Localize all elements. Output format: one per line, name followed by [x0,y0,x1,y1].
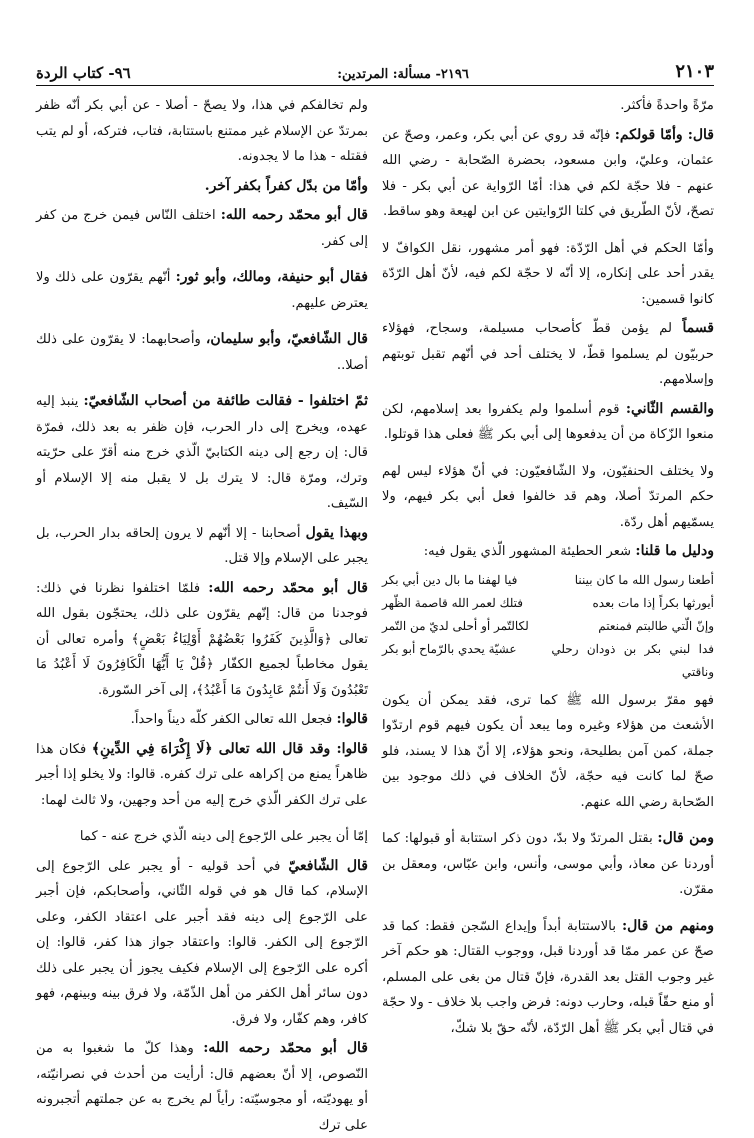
verse-second-hemistich: عشيّة يحدي بالرّماح أبو بكر [382,641,517,656]
paragraph-lead: قال أبو محمّد رحمه الله: [203,1040,368,1056]
paragraph-lead: ومنهم من قال: [621,917,714,934]
paragraph [36,203,368,254]
paragraph [382,688,714,816]
paragraph-lead: قال الشّافعيّ، وأبو سليمان، [205,331,369,347]
left-column [36,93,369,1133]
paragraph-gap [36,258,368,265]
paragraph [382,236,714,313]
paragraph-text: ولا يختلف الحنفيّون، ولا الشّافعيّون: في أنّ هؤلاء ليس لهم حكم المرتدّ أصلا، وهم قد خالفوا فعل أبي بكر فيهم، ولا يسمّيهم أهل ردّة. [382,463,714,530]
paragraph-lead: قسماً [682,320,714,336]
verse-first-hemistich: فدا لبني بكر بن ذودان رحلي وناقتي [551,641,714,679]
paragraph-gap [36,817,368,824]
paragraph [36,824,368,850]
paragraph-lead: قالوا: [336,711,368,727]
paragraph [382,316,714,393]
verse-second-hemistich: لكالتّمر أو أحلى لديّ من التّمر [382,618,529,633]
verse-line [382,592,714,615]
paragraph-lead: والقسم الثّاني: [625,400,715,417]
paragraph-gap [36,382,368,389]
verse-line [382,638,714,684]
paragraph [36,854,368,1033]
paragraph [36,265,368,316]
paragraph-lead: ودليل ما قلنا: [635,543,714,559]
page-number: ٢١٠٣ [675,61,714,82]
paragraph-lead: قالوا: وقد قال الله تعالى ﴿لَا إِكْرَاهَ فِي الدِّينِ﴾ [91,740,368,757]
paragraph-text: وأصحابهما: لا يقرّون على ذلك أصلا.. [36,332,368,373]
paragraph [382,397,714,448]
verse-first-hemistich: أطعنا رسول الله ما كان بيننا [574,572,714,587]
header-divider [36,85,714,86]
verse-first-hemistich: وإنّ الّتي طالبتم فمنعتم [598,618,714,633]
paragraph [36,93,368,170]
paragraph [382,123,714,225]
page-header [36,56,714,82]
poem-verses [382,569,714,684]
paragraph-lead: قال أبو محمّد رحمه الله: [220,207,368,223]
verse-first-hemistich: أيورثها بكراً إذا مات بعده [592,595,714,610]
paragraph [382,93,714,119]
paragraph [382,539,714,565]
paragraph [36,576,368,704]
paragraph-text: في أحد قوليه - أو يجبر على الرّجوع إلى الإسلام، كما قال هو في قوله الثّاني، وأصحابكم، فإن أجبر على الرّجوع إلى دينه فقد أجبر على اعتقاد الكفر، وعلى الرّجوع إلى الكفر. قالوا: واعتقاد جواز هذا كفر، قالوا: إن أكره على الرّجوع إلى الإسلام فكيف يجوز أن يجبر على ذلك دون سائر أهل الكفر من أهل الذّمّة، ولا فرق بينه وبينهم، فهو كافر، وهم كفّار، ولا فرق. [36,858,368,1027]
paragraph [36,327,368,378]
paragraph-lead: قال الشّافعيّ [288,857,368,874]
paragraph-text: شعر الحطيئة المشهور الّذي يقول فيه: [423,544,636,559]
paragraph [382,826,714,903]
paragraph-gap [382,819,714,826]
paragraph [36,174,368,200]
paragraph-lead: ثمّ اختلفوا - فقالت طائفة من أصحاب الشّافعيّ: [83,393,368,409]
paragraph-text: إمّا أن يجبر على الرّجوع إلى دينه الّذي خرج عنه - كما [79,829,368,844]
paragraph-lead: قال: وأمّا قولكم: [614,126,714,143]
paragraph [36,1036,368,1138]
issue-title: ٢١٩٦- مسألة: المرتدين: [337,67,469,82]
paragraph [382,914,714,1042]
paragraph-text: ينبذ إليه عهده، ويخرج إلى دار الحرب، فإن ظفر به بعد ذلك، فمرّة قال: إن رجع إلى دينه الكتابيّ الّذي خرج منه أقرّ على حرّيته وترك، ومرّة قال: لا يترك بل لا يقبل منه إلا الإسلام أو السّيف. [36,394,368,511]
paragraph-text: فلمّا اختلفوا نظرنا في ذلك: فوجدنا من قال: إنّهم يقرّون على ذلك، يحتجّون بقول الله تعالى ﴿وَالَّذِينَ كَفَرُوا بَعْضُهُمْ أَوْلِيَاءُ بَعْضٍ﴾ وأمره تعالى أن يقول مخاطباً لجميع الكفّار ﴿قُلْ يَا أَيُّهَا الْكَافِرُونَ لَا أَعْبُدُ مَا تَعْبُدُونَ وَلَا أَنتُمْ عَابِدُونَ مَا أَعْبُدُ﴾، إلى آخر السّورة. [36,580,368,698]
paragraph-lead: ومن قال: [657,830,714,846]
paragraph-text: أنّهم يقرّون على ذلك ولا يعترض عليهم. [36,270,368,311]
paragraph-lead: وأمّا من بدّل كفراً بكفر آخر. [204,177,368,194]
paragraph-text: لم يؤمن قطّ كأصحاب مسيلمة، وسجاح، فهؤلاء حربيّون لم يسلموا قطّ، لا يختلف أحد في أنّهم تقبل توبتهم وإسلامهم. [382,321,714,387]
paragraph [36,737,368,814]
paragraph-text: بالاستتابة أبداً وإيداع السّجن فقط: كما قد صحّ عن عمر ممّا قد أوردنا قبل، ووجوب القتال: هو حكم آخر غير وجوب القتل بعد القدرة، فإنّ قتال من بغى على المسلم، أو منع حقّاً قبله، وحارب دونه: فرض واجب بلا خلاف - ولا حجّة في قتال أبي بكر ﷺ أهل الرّدّة، لأنّه حقّ بلا شكّ، [382,918,714,1036]
paragraph-text: فهو مقرّ برسول الله ﷺ كما ترى، فقد يمكن أن يكون الأشعث من هؤلاء وغيره وما يبعد أن يكون فيهم قوم ارتدّوا جملة، كمن آمن بطليحة، ونحو هؤلاء، إلا أنّ هذا لا يسند، فلو صحّ لما كانت فيه حجّة، لأنّ الخلاف في ذلك موجود بين الصّحابة رضي الله عنهم. [382,692,714,810]
paragraph-lead: وبهذا يقول [305,524,369,541]
paragraph-gap [382,229,714,236]
paragraph-text: قوم أسلموا ولم يكفروا بعد إسلامهم، لكن منعوا الزّكاة من أن يدفعوها إلى أبي بكر ﷺ فعلى هذا قوتلوا. [382,401,714,442]
paragraph-text: فجعل الله تعالى الكفر كلّه ديناً واحداً. [130,712,337,727]
paragraph-text: فإنّه قد روي عن أبي بكر، وعمر، وصحّ عن عثمان، وعليّ، وابن مسعود، بحضرة الصّحابة - رضي الله عنهم - فلا حجّة لكم في هذا: أمّا الرّواية عن أبي بكر - فلا تصحّ، لأنّ الطّريق في كلتا الرّوايتين عن ابن لهيعة وهو ساقط. [382,127,714,219]
paragraph [36,389,368,517]
paragraph [382,459,714,536]
paragraph-text: أصحابنا - إلا أنّهم لا يرون إلحاقه بدار الحرب، بل يجبر على الإسلام وإلا قتل. [36,525,368,566]
text-columns [36,93,715,1133]
paragraph [36,707,368,733]
paragraph-gap [382,907,714,914]
paragraph [36,521,368,572]
verse-second-hemistich: فتلك لعمر الله قاصمة الظّهر [382,595,524,610]
paragraph-text: وأمّا الحكم في أهل الرّدّة: فهو أمر مشهور، نقل الكوافّ لا يقدر أحد على إنكاره، إلا أنّه لا حجّة لكم فيه، لأنّ أهل الرّدّة كانوا قسمين: [382,240,714,307]
verse-line [382,615,714,638]
paragraph-lead: قال أبو محمّد رحمه الله: [208,579,369,596]
paragraph-text: اختلف النّاس فيمن خرج من كفر إلى كفر. [36,208,368,249]
paragraph-text: وهذا كلّ ما شغبوا به من النّصوص، إلا أنّ بعضهم قال: أرأيت من أحدث في نصرانيّته، أو يهوديّته، أو مجوسيّته: رأياً لم يخرج به عن جملتهم أتجبرونه على ترك [36,1041,368,1133]
paragraph-gap [36,320,368,327]
paragraph-gap [382,452,714,459]
verse-second-hemistich: فيا لهفنا ما بال دين أبي بكر [382,572,518,587]
right-column [382,93,714,1098]
book-title: ٩٦- كتاب الردة [36,64,131,82]
paragraph-text: فكان هذا ظاهراً يمنع من إكراهه على ترك كفره. قالوا: ولا يخلو إذا أجبر على ترك الكفر الّذي خرج إليه من أحد وجهين، ولا ثالث لهما: [36,741,368,808]
verse-line [382,569,714,592]
paragraph-lead: فقال أبو حنيفة، ومالك، وأبو ثور: [175,269,368,285]
paragraph-text: ولم تخالفكم في هذا، ولا يصحّ - أصلا - عن أبي بكر أنّه ظفر بمرتدّ عن الإسلام غير ممتنع باستتابة، فتاب، فتركه، أو لم يتب فقتله - هذا ما لا يجدونه. [36,98,368,164]
paragraph-text: مرّةً واحدةً فأكثر. [620,98,714,113]
paragraph-text: بقتل المرتدّ ولا بدّ، دون ذكر استتابة أو قبولها: كما أوردنا عن معاذ، وأبي موسى، وأنس، وابن عبّاس، ومعقل بن مقرّن. [382,831,714,897]
